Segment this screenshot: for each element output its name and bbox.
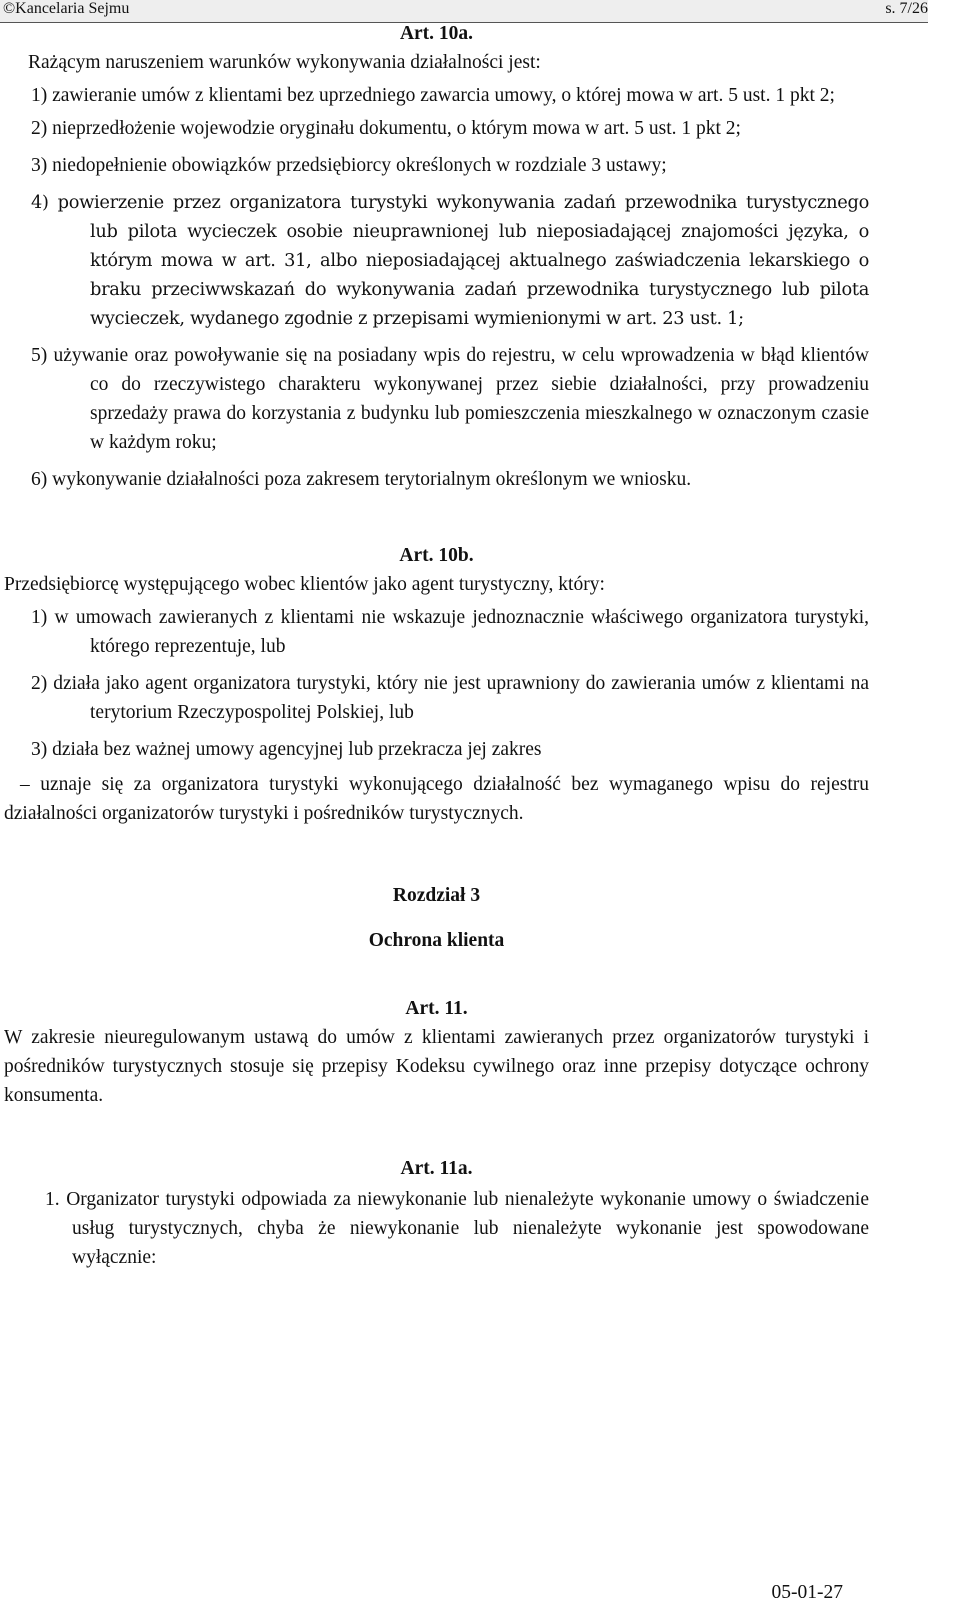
list-item: 5) używanie oraz powoływanie się na posiadany wpis do rejestru, w celu wprowadzenia w błąd klientów co do rzeczywistego charakteru wykonywanej przez siebie działalności, przy prowadzeniu sprzedaży prawa do korzystania z budynku lub pomieszczenia mieszkalnego w oznaczonym czasie w każdym roku;: [31, 345, 869, 453]
list-item: 3) niedopełnienie obowiązków przedsiębiorcy określonych w rozdziale 3 ustawy;: [31, 155, 667, 176]
art-10a-title: Art. 10a.: [399, 23, 474, 44]
list-item: 6) wykonywanie działalności poza zakresem terytorialnym określonym we wniosku.: [31, 469, 692, 490]
document-code: 05-01-27: [771, 1582, 843, 1603]
art-10b-closing: – uznaje się za organizatora turystyki wykonującego działalność bez wymaganego wpisu do rejestru działalności organizatorów turystyki i pośredników turystycznych.: [4, 774, 869, 824]
list-item: 3) działa bez ważnej umowy agencyjnej lub przekracza jej zakres: [31, 739, 542, 760]
list-item: 1) w umowach zawieranych z klientami nie wskazuje jednoznacznie właściwego organizatora turystyki, którego reprezentuje, lub: [31, 607, 869, 657]
chapter-title: Ochrona klienta: [368, 930, 505, 951]
header-source: ©Kancelaria Sejmu: [3, 0, 130, 17]
art-10a-intro: Rażącym naruszeniem warunków wykonywania działalności jest:: [28, 52, 541, 73]
art-10b-title: Art. 10b.: [399, 545, 474, 566]
art-10a-list: [4, 81, 869, 494]
art-10b-intro: Przedsiębiorcę występującego wobec klientów jako agent turystyczny, który:: [4, 574, 605, 595]
list-item: 2) nieprzedłożenie wojewodzie oryginału dokumentu, o którym mowa w art. 5 ust. 1 pkt 2;: [31, 118, 741, 139]
art-11-title: Art. 11.: [405, 998, 468, 1019]
list-item: 2) działa jako agent organizatora turystyki, który nie jest uprawniony do zawierania umów z klientami na terytorium Rzeczypospolitej Polskiej, lub: [31, 673, 869, 723]
art-10b-list: [4, 603, 869, 764]
header-page-number: s. 7/26: [885, 0, 928, 17]
art-11a-item-1: 1. Organizator turystyki odpowiada za niewykonanie lub nienależyte wykonanie umowy o świadczenie usług turystycznych, chyba że niewykonanie lub nienależyte wykonanie jest spowodowane wyłącznie:: [45, 1189, 869, 1268]
list-item: 4) powierzenie przez organizatora turystyki wykonywania zadań przewodnika turystycznego lub pilota wycieczek osobie nieuprawnionej lub nieposiadającej znajomości języka, o którym mowa w art. 31, albo nieposiadającej aktualnego zaświadczenia lekarskiego o braku przeciwwskazań do wykonywania zadań przewodnika turystycznego lub pilota wycieczek, wydanego zgodnie z przepisami wymienionymi w art. 23 ust. 1;: [31, 192, 869, 329]
document-body: [4, 0, 869, 1272]
art-11-text: W zakresie nieuregulowanym ustawą do umów z klientami zawieranych przez organizatorów turystyki i pośredników turystycznych stosuje się przepisy Kodeksu cywilnego oraz inne przepisy dotyczące ochrony konsumenta.: [4, 1027, 869, 1106]
list-item: 1) zawieranie umów z klientami bez uprzedniego zawarcia umowy, o której mowa w art. 5 ust. 1 pkt 2;: [31, 85, 835, 106]
chapter-number: Rozdział 3: [392, 885, 481, 906]
art-11a-title: Art. 11a.: [400, 1158, 473, 1179]
